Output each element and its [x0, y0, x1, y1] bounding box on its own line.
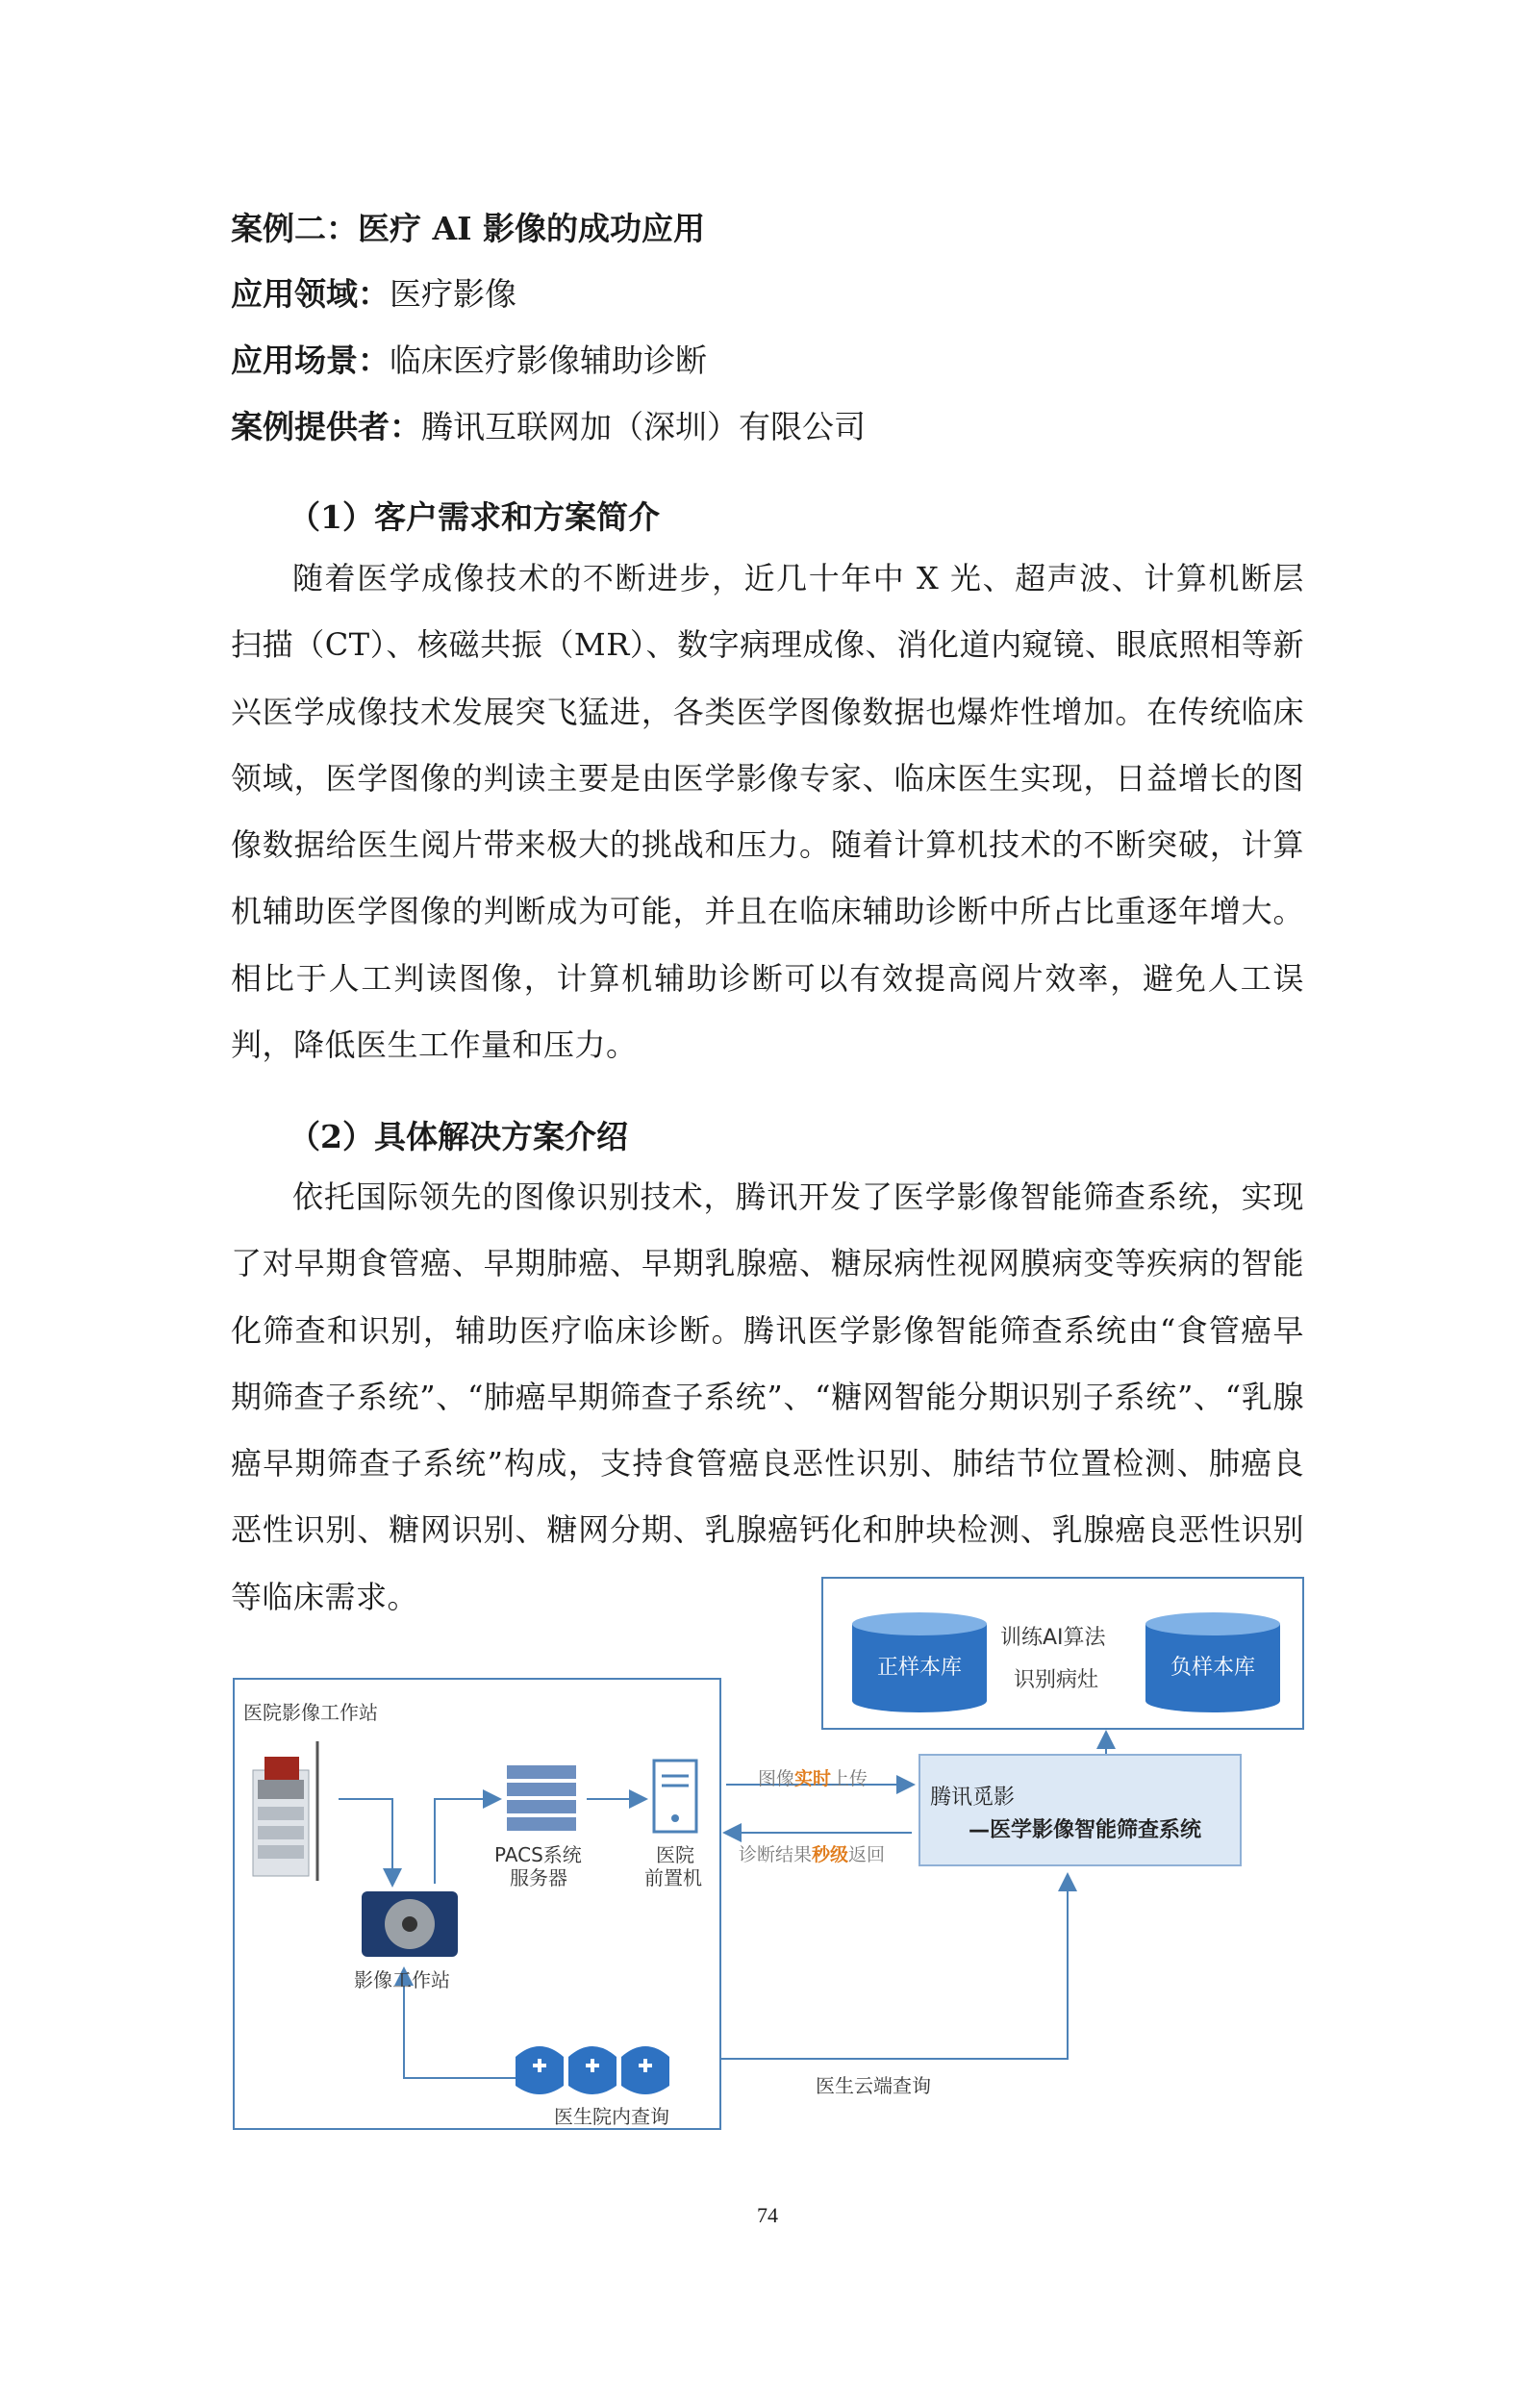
- imaging-workstation-icon: [362, 1891, 458, 1957]
- positive-db-label: 正样本库: [876, 1656, 962, 1680]
- section1-title: （1）客户需求和方案简介: [289, 498, 660, 536]
- front-label-1: 医院: [656, 1843, 694, 1866]
- pacs-server-icon: [507, 1765, 576, 1831]
- system-name: 腾讯觅影: [930, 1786, 1016, 1810]
- scene-line: 应用场景：临床医疗影像辅助诊断: [231, 342, 707, 379]
- field-line: 应用领域：医疗影像: [231, 275, 516, 313]
- front-machine-icon: [654, 1761, 696, 1832]
- section2-body: 依托国际领先的图像识别技术，腾讯开发了医学影像智能筛查系统，实现了对早期食管癌、早期肺癌、早期乳腺癌、糖尿病性视网膜病变等疾病的智能化筛查和识别，辅助医疗临床诊断。腾讯医学影像智能筛查系统由“食管癌早期筛查子系统”、“肺癌早期筛查子系统”、“糖网智能分期识别子系统”、“乳腺癌早期筛查子系统”构成，支持食管癌良恶性识别、肺结节位置检测、肺癌良恶性识别、糖网识别、糖网分期、乳腺癌钙化和肿块检测、乳腺癌良恶性识别等临床需求。: [231, 1179, 1304, 1615]
- section2-title: （2）具体解决方案介绍: [289, 1118, 628, 1155]
- return-label: 诊断结果秒级返回: [739, 1844, 886, 1865]
- cloud-query-label: 医生云端查询: [816, 2074, 931, 2097]
- system-subtitle: —医学影像智能筛查系统: [969, 1818, 1202, 1842]
- case-title: 案例二：医疗 AI 影像的成功应用: [231, 210, 706, 247]
- pacs-label-1: PACS系统: [494, 1843, 582, 1866]
- upload-label: 图像实时上传: [758, 1768, 868, 1789]
- page-number: 74: [757, 2203, 778, 2227]
- pacs-label-2: 服务器: [510, 1866, 567, 1889]
- negative-db-label: 负样本库: [1170, 1656, 1255, 1680]
- front-label-2: 前置机: [644, 1866, 702, 1889]
- tencent-system-box: [918, 1754, 1242, 1866]
- train-label-1: 训练AI算法: [1000, 1626, 1106, 1650]
- endoscope-cart-icon: [253, 1741, 317, 1881]
- section1-body: 随着医学成像技术的不断进步，近几十年中 X 光、超声波、计算机断层扫描（CT）、核磁共振（MR）、数字病理成像、消化道内窥镜、眼底照相等新兴医学成像技术发展突飞猛进，各类医学图像数据也爆炸性增加。在传统临床领域，医学图像的判读主要是由医学影像专家、临床医生实现，日益增长的图像数据给医生阅片带来极大的挑战和压力。随着计算机技术的不断突破，计算机辅助医学图像的判断成为可能，并且在临床辅助诊断中所占比重逐年增大。相比于人工判读图像，计算机辅助诊断可以有效提高阅片效率，避免人工误判，降低医生工作量和压力。: [231, 560, 1304, 1064]
- provider-line: 案例提供者：腾讯互联网加（深圳）有限公司: [231, 408, 866, 445]
- imaging-station-label: 影像工作站: [354, 1968, 450, 1991]
- train-label-2: 识别病灶: [1014, 1668, 1099, 1692]
- doctor-query-label: 医生院内查询: [554, 2105, 669, 2128]
- hospital-station-label: 医院影像工作站: [243, 1701, 378, 1724]
